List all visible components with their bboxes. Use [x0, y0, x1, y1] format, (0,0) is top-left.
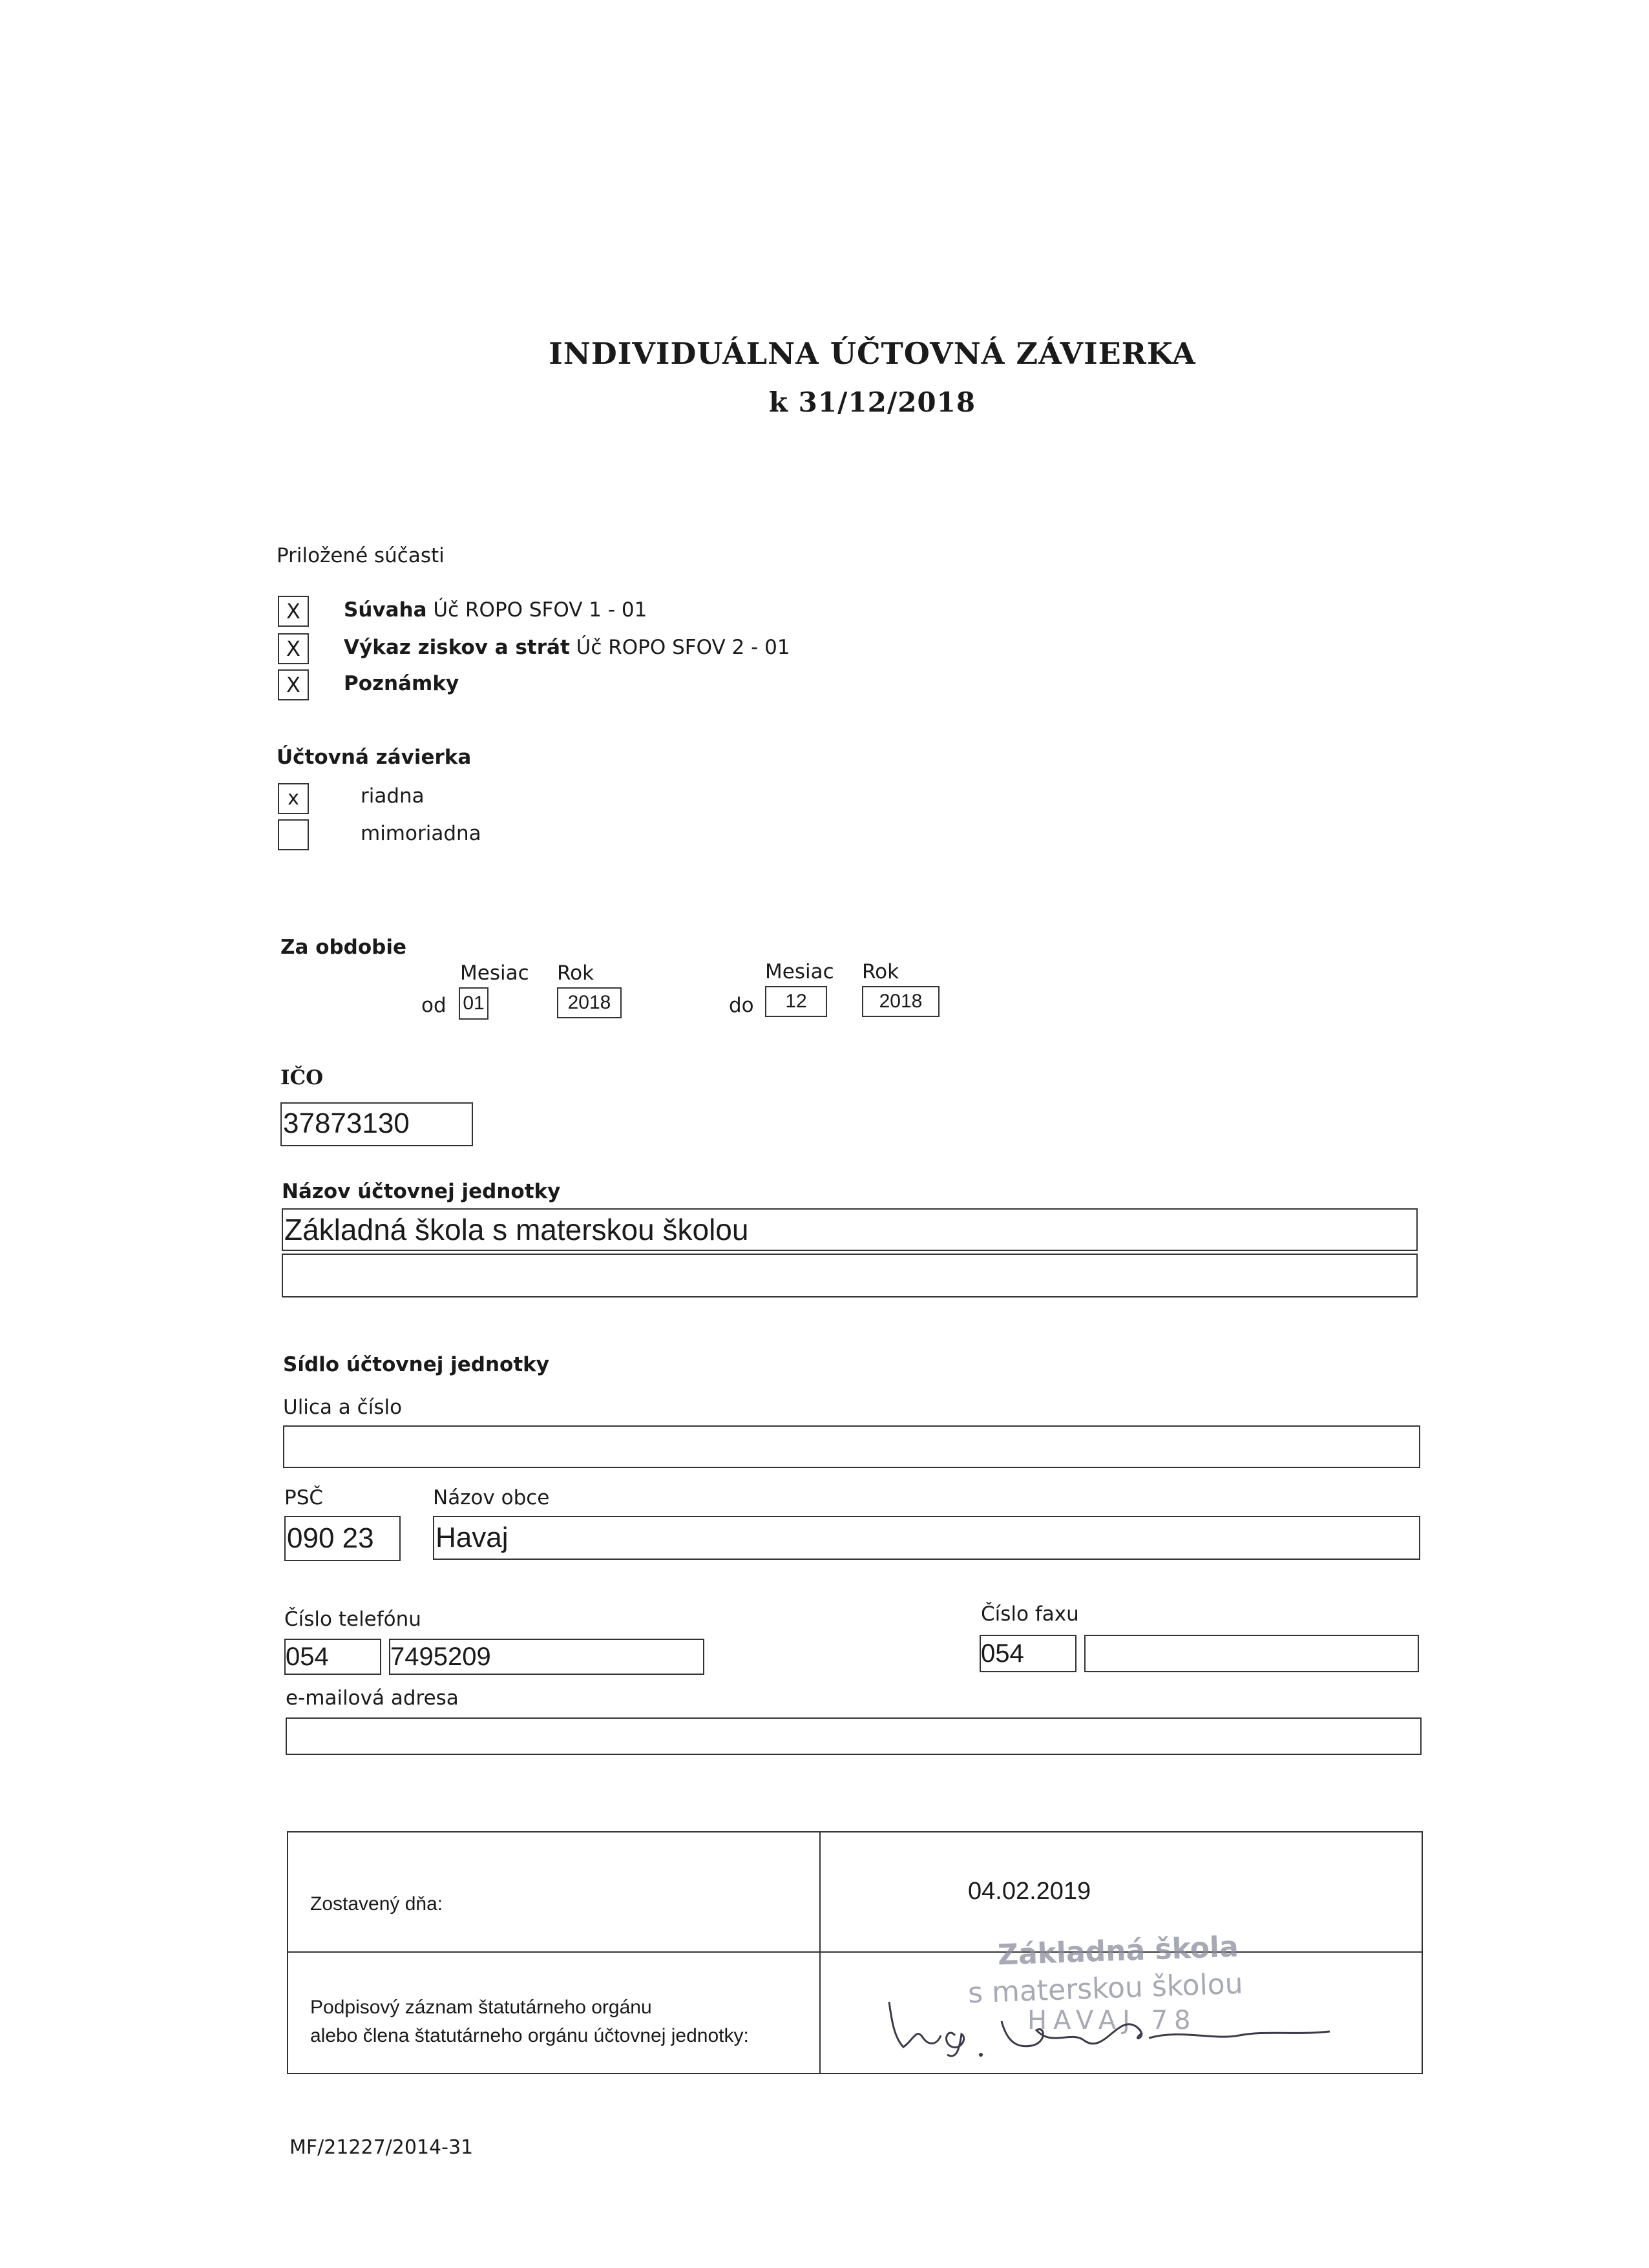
email-field[interactable]	[286, 1717, 1422, 1755]
compiled-label: Zostavený dňa:	[310, 1893, 443, 1915]
to-year-label: Rok	[862, 960, 899, 983]
attachment-income-statement	[344, 636, 790, 659]
period-heading: Za obdobie	[280, 936, 407, 959]
ico-field[interactable]: 37873130	[280, 1102, 473, 1146]
attachment-name: Výkaz ziskov a strát	[344, 636, 570, 659]
attachment-balance-sheet	[344, 598, 647, 622]
email-label: e-mailová adresa	[286, 1686, 459, 1710]
attachment-name: Súvaha	[344, 598, 427, 622]
stamp-line2: s materskou školou	[967, 1967, 1244, 2010]
form-code: MF/21227/2014-31	[289, 2136, 474, 2159]
closing-regular-label: riadna	[361, 784, 425, 808]
street-field[interactable]	[283, 1425, 1420, 1468]
from-month-label: Mesiac	[460, 961, 529, 985]
fax-number-field[interactable]	[1084, 1635, 1419, 1672]
from-month-field[interactable]: 01	[459, 987, 488, 1020]
closing-type-heading: Účtovná závierka	[277, 746, 472, 769]
phone-number-field[interactable]: 7495209	[389, 1639, 704, 1675]
closing-extraordinary-checkbox[interactable]	[278, 819, 309, 850]
street-label: Ulica a číslo	[283, 1396, 403, 1419]
zip-label: PSČ	[284, 1486, 324, 1509]
to-month-field[interactable]: 12	[765, 986, 827, 1017]
signature-table	[287, 1831, 1423, 2074]
address-heading: Sídlo účtovnej jednotky	[283, 1353, 549, 1376]
attachment-form: Úč ROPO SFOV 1 - 01	[433, 598, 647, 622]
table-column-divider	[819, 1832, 821, 2073]
closing-regular-checkbox[interactable]: x	[278, 783, 309, 814]
entity-name-line2-field[interactable]	[282, 1254, 1418, 1297]
city-label: Názov obce	[433, 1486, 550, 1509]
stamp-line1: Základná škola	[997, 1930, 1239, 1972]
document-title: INDIVIDUÁLNA ÚČTOVNÁ ZÁVIERKA	[549, 336, 1196, 371]
to-label: do	[729, 994, 754, 1017]
table-row-divider	[288, 1951, 1422, 1953]
handwritten-signature	[877, 1976, 1381, 2066]
as-of-date: k 31/12/2018	[768, 386, 976, 418]
fax-label: Číslo faxu	[981, 1602, 1079, 1626]
city-field[interactable]: Havaj	[433, 1516, 1420, 1560]
compiled-date: 04.02.2019	[968, 1878, 1091, 1905]
ico-label: IČO	[280, 1066, 324, 1089]
entity-name-line1-field[interactable]: Základná škola s materskou školou	[282, 1208, 1418, 1251]
zip-field[interactable]: 090 23	[284, 1516, 401, 1561]
attachments-heading: Priložené súčasti	[277, 544, 445, 567]
from-year-label: Rok	[557, 961, 594, 985]
attachment-income-statement-checkbox[interactable]: X	[278, 633, 309, 664]
signature-label-line2: alebo člena štatutárneho orgánu účtovnej jednotky:	[310, 2025, 749, 2046]
attachment-name: Poznámky	[344, 672, 459, 695]
attachment-balance-sheet-checkbox[interactable]: X	[278, 596, 309, 627]
attachment-notes	[344, 672, 459, 695]
signature-label-line1: Podpisový záznam štatutárneho orgánu	[310, 1997, 652, 2018]
attachment-notes-checkbox[interactable]: X	[278, 669, 309, 700]
stamp-line3: HAVAJ 78	[1027, 2006, 1197, 2035]
entity-name-label: Názov účtovnej jednotky	[282, 1180, 561, 1203]
fax-prefix-field[interactable]: 054	[980, 1635, 1077, 1672]
phone-label: Číslo telefónu	[284, 1608, 421, 1631]
from-year-field[interactable]: 2018	[557, 987, 622, 1018]
attachment-form: Úč ROPO SFOV 2 - 01	[576, 636, 790, 659]
closing-extraordinary-label: mimoriadna	[361, 822, 481, 845]
from-label: od	[421, 994, 446, 1017]
to-month-label: Mesiac	[765, 960, 834, 983]
to-year-field[interactable]: 2018	[862, 986, 940, 1017]
phone-prefix-field[interactable]: 054	[284, 1639, 381, 1675]
